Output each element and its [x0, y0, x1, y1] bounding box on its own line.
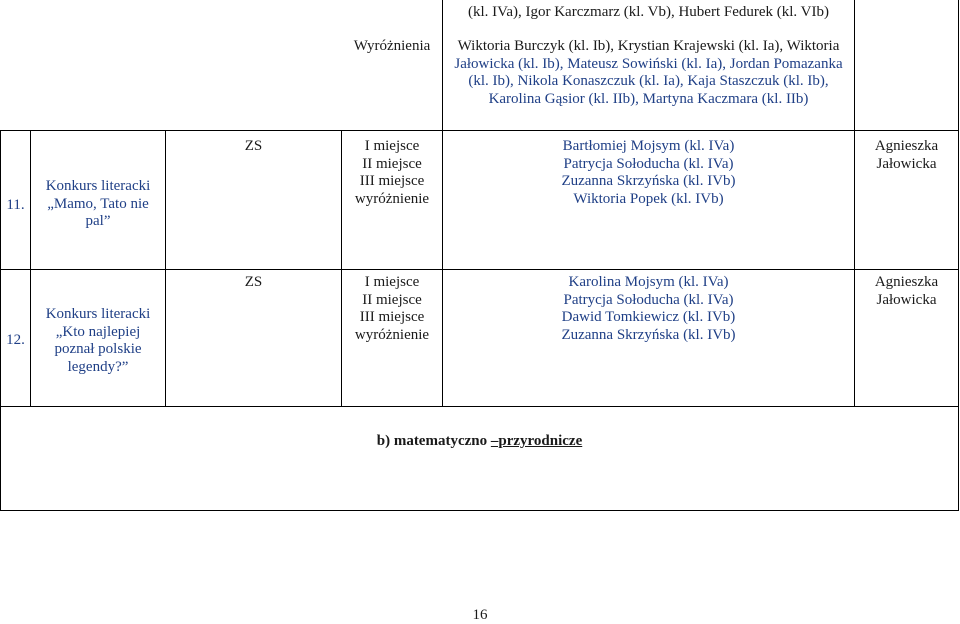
section-heading: b) matematyczno –przyrodnicze — [376, 433, 583, 449]
places-list: I miejsce II miejsce III miejsce wyróżnienie — [354, 274, 430, 343]
distinctions-line: (kl. Ib), Nikola Konaszczuk (kl. Ia), Kaja Staszczuk (kl. Ib), — [468, 73, 829, 89]
distinctions-line: Karolina Gąsior (kl. IIb), Martyna Kaczmara (kl. IIb) — [488, 90, 809, 107]
distinctions-label: Wyróżnienia — [353, 38, 431, 54]
page-number: 16 — [472, 607, 488, 623]
grid-line — [854, 0, 855, 130]
distinctions-line: Wiktoria Burczyk (kl. Ib), Krystian Krajewski (kl. Ia), Wiktoria — [457, 38, 840, 54]
grid-line — [958, 0, 959, 130]
grid-line — [0, 510, 959, 511]
grid-line — [958, 130, 959, 511]
contest-name: Konkurs literacki „Kto najlepiej poznał polskie legendy?” — [45, 306, 151, 375]
places-list: I miejsce II miejsce III miejsce wyróżnienie — [354, 138, 430, 207]
contest-level: ZS — [244, 274, 263, 290]
grid-line — [165, 130, 166, 407]
winners-list: Bartłomiej Mojsym (kl. IVa) Patrycja Sołoducha (kl. IVa) Zuzanna Skrzyńska (kl. IVb) Wiktoria Popek (kl. IVb) — [561, 138, 736, 207]
grid-line — [0, 406, 959, 407]
row-number: 12. — [6, 332, 25, 348]
grid-line — [0, 130, 1, 511]
teacher-name: Agnieszka Jałowicka — [874, 274, 939, 308]
row-number: 11. — [6, 197, 25, 213]
grid-line — [0, 130, 959, 131]
contest-level: ZS — [244, 138, 263, 154]
teacher-name: Agnieszka Jałowicka — [874, 138, 939, 172]
contest-name: Konkurs literacki „Mamo, Tato nie pal” — [45, 178, 151, 229]
grid-line — [0, 269, 959, 270]
distinctions-line: Jałowicka (kl. Ib), Mateusz Sowiński (kl. Ia), Jordan Pomazanka — [454, 55, 843, 72]
continuation-line: (kl. IVa), Igor Karczmarz (kl. Vb), Hubert Fedurek (kl. VIb) — [468, 4, 829, 20]
distinctions-list — [443, 38, 854, 108]
winners-list: Karolina Mojsym (kl. IVa) Patrycja Sołoducha (kl. IVa) Dawid Tomkiewicz (kl. IVb) Zuzanna Skrzyńska (kl. IVb) — [561, 274, 736, 343]
